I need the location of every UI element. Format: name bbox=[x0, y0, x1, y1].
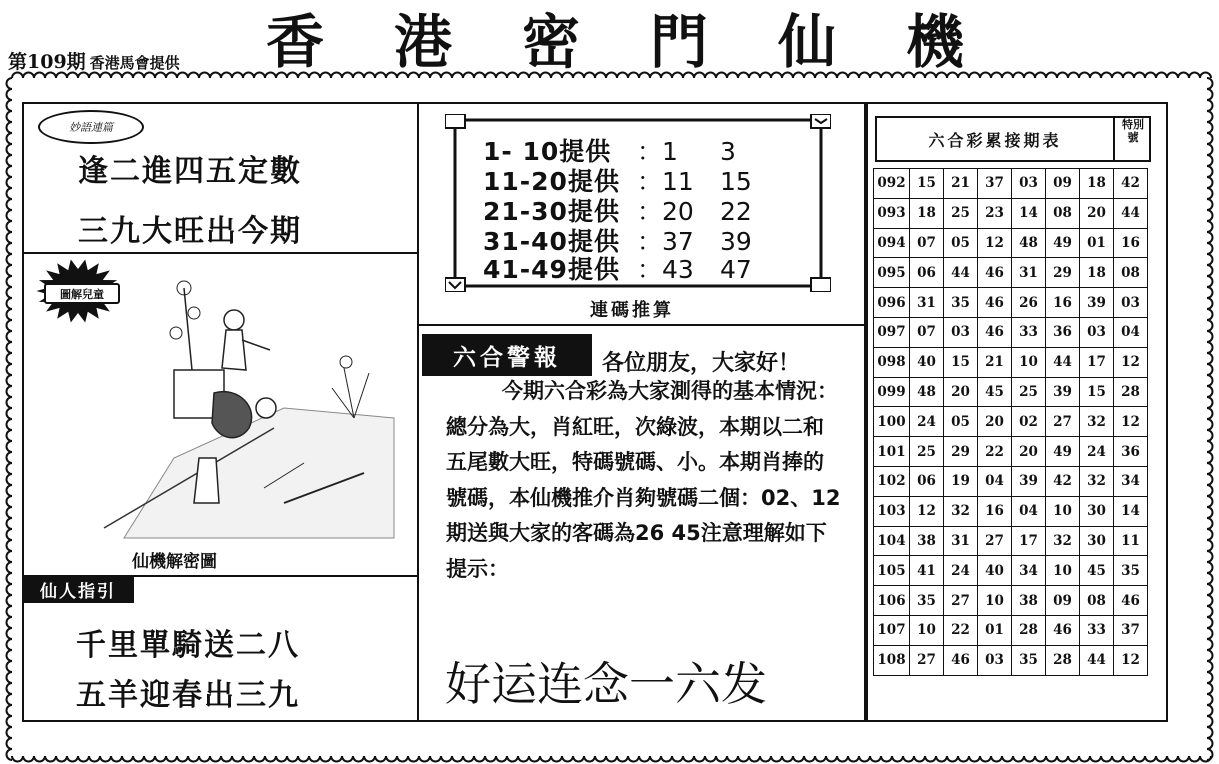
draw-number-cell: 10 bbox=[1012, 347, 1046, 377]
draw-number-cell: 46 bbox=[944, 645, 978, 675]
range-number: 47 bbox=[720, 255, 752, 284]
range-label: 11-20提供 bbox=[483, 167, 620, 196]
draw-period-cell: 101 bbox=[874, 437, 910, 467]
draw-number-cell: 46 bbox=[1114, 586, 1148, 616]
table-row bbox=[874, 466, 1148, 496]
draw-number-cell: 32 bbox=[1080, 407, 1114, 437]
range-number: 22 bbox=[720, 197, 752, 226]
range-label: 21-30提供 bbox=[483, 197, 620, 226]
draw-number-cell: 09 bbox=[1046, 586, 1080, 616]
draw-number-cell: 31 bbox=[910, 288, 944, 318]
range-colon: ： bbox=[637, 197, 663, 226]
range-number: 43 bbox=[662, 255, 694, 284]
divider bbox=[134, 575, 419, 577]
provider-label: 香港馬會提供 bbox=[89, 54, 180, 72]
table-row bbox=[874, 169, 1148, 199]
divider bbox=[1113, 118, 1115, 160]
draw-number-cell: 32 bbox=[944, 496, 978, 526]
draw-number-cell: 04 bbox=[1012, 496, 1046, 526]
draw-number-cell: 35 bbox=[944, 288, 978, 318]
draw-number-cell: 06 bbox=[910, 258, 944, 288]
illustration-caption: 仙機解密圖 bbox=[132, 552, 217, 572]
draw-number-cell: 21 bbox=[944, 169, 978, 199]
table-row bbox=[874, 437, 1148, 467]
draw-number-cell: 20 bbox=[978, 407, 1012, 437]
draw-period-cell: 094 bbox=[874, 228, 910, 258]
draw-number-cell: 10 bbox=[978, 586, 1012, 616]
badge-label: 圖解兒童 bbox=[44, 283, 120, 304]
table-row bbox=[874, 556, 1148, 586]
draw-number-cell: 12 bbox=[910, 496, 944, 526]
draw-number-cell: 10 bbox=[1046, 496, 1080, 526]
greeting-text: 各位朋友，大家好！ bbox=[602, 351, 801, 376]
draw-number-cell: 34 bbox=[1114, 466, 1148, 496]
table-row bbox=[874, 198, 1148, 228]
draw-number-cell: 46 bbox=[978, 288, 1012, 318]
draw-period-cell: 107 bbox=[874, 615, 910, 645]
draw-number-cell: 24 bbox=[944, 556, 978, 586]
draw-period-cell: 100 bbox=[874, 407, 910, 437]
range-label: 1- 10提供 bbox=[483, 137, 612, 166]
draw-number-cell: 35 bbox=[910, 586, 944, 616]
draw-number-cell: 12 bbox=[1114, 645, 1148, 675]
draw-number-cell: 35 bbox=[1114, 556, 1148, 586]
draw-number-cell: 36 bbox=[1046, 317, 1080, 347]
draw-number-cell: 01 bbox=[1080, 228, 1114, 258]
title-char: 仙 bbox=[777, 8, 836, 76]
table-row bbox=[874, 496, 1148, 526]
draw-number-cell: 33 bbox=[1012, 317, 1046, 347]
draw-number-cell: 28 bbox=[1114, 377, 1148, 407]
draw-number-cell: 29 bbox=[1046, 258, 1080, 288]
draw-number-cell: 25 bbox=[910, 437, 944, 467]
draw-number-cell: 25 bbox=[944, 198, 978, 228]
draw-period-cell: 104 bbox=[874, 526, 910, 556]
draw-number-cell: 11 bbox=[1114, 526, 1148, 556]
draw-number-cell: 05 bbox=[944, 228, 978, 258]
table-row bbox=[874, 317, 1148, 347]
draw-number-cell: 46 bbox=[978, 258, 1012, 288]
draw-number-cell: 48 bbox=[1012, 228, 1046, 258]
title-char: 密 bbox=[521, 8, 580, 76]
draw-number-cell: 39 bbox=[1012, 466, 1046, 496]
draw-number-cell: 16 bbox=[1114, 228, 1148, 258]
draw-results-table bbox=[873, 168, 1148, 676]
draw-number-cell: 18 bbox=[910, 198, 944, 228]
draw-number-cell: 26 bbox=[1012, 288, 1046, 318]
draw-number-cell: 36 bbox=[1114, 437, 1148, 467]
draw-number-cell: 35 bbox=[1012, 645, 1046, 675]
draw-number-cell: 15 bbox=[910, 169, 944, 199]
draw-number-cell: 15 bbox=[1080, 377, 1114, 407]
draw-number-cell: 20 bbox=[1012, 437, 1046, 467]
title-char: 香 bbox=[265, 8, 324, 76]
special-number-label: 特別號 bbox=[1122, 118, 1144, 144]
draw-number-cell: 02 bbox=[1012, 407, 1046, 437]
draw-number-cell: 42 bbox=[1114, 169, 1148, 199]
draw-number-cell: 44 bbox=[1046, 347, 1080, 377]
range-number: 3 bbox=[720, 137, 736, 166]
draw-number-cell: 46 bbox=[1046, 615, 1080, 645]
draw-number-cell: 22 bbox=[944, 615, 978, 645]
divider bbox=[22, 252, 419, 254]
draw-number-cell: 38 bbox=[910, 526, 944, 556]
table-row bbox=[874, 228, 1148, 258]
draw-number-cell: 49 bbox=[1046, 437, 1080, 467]
draw-number-cell: 30 bbox=[1080, 496, 1114, 526]
draw-period-cell: 092 bbox=[874, 169, 910, 199]
draw-number-cell: 20 bbox=[944, 377, 978, 407]
article-text: 今期六合彩為大家測得的基本情況：總分為大，肖紅旺，次綠波，本期以二和五尾數大旺，特碼號碼、小。本期肖捧的號碼，本仙機推介肖夠號碼二個：02、12期送與大家的客碼為26 45注意理解如下提示： bbox=[446, 379, 841, 581]
draw-number-cell: 18 bbox=[1080, 169, 1114, 199]
poem-top-line-2: 三九大旺出今期 bbox=[78, 214, 302, 249]
poem-top-line-1: 逢二進四五定數 bbox=[78, 154, 302, 189]
draw-number-cell: 24 bbox=[1080, 437, 1114, 467]
range-number: 39 bbox=[720, 227, 752, 256]
draw-period-cell: 105 bbox=[874, 556, 910, 586]
draw-number-cell: 41 bbox=[910, 556, 944, 586]
draw-number-cell: 17 bbox=[1080, 347, 1114, 377]
draw-number-cell: 46 bbox=[978, 317, 1012, 347]
draw-number-cell: 48 bbox=[910, 377, 944, 407]
alert-tab: 六合警報 bbox=[422, 334, 592, 376]
lianma-caption: 連碼推算 bbox=[590, 300, 674, 321]
range-label: 41-49提供 bbox=[483, 255, 620, 284]
poem-bottom-line-2: 五羊迎春出三九 bbox=[76, 678, 300, 713]
guide-tab: 仙人指引 bbox=[22, 575, 134, 603]
draw-number-cell: 12 bbox=[1114, 407, 1148, 437]
draw-period-cell: 106 bbox=[874, 586, 910, 616]
issue-number: 第109期 bbox=[8, 51, 86, 73]
draw-number-cell: 12 bbox=[978, 228, 1012, 258]
draw-number-cell: 27 bbox=[910, 645, 944, 675]
table-row bbox=[874, 586, 1148, 616]
draw-number-cell: 45 bbox=[978, 377, 1012, 407]
draw-number-cell: 17 bbox=[1012, 526, 1046, 556]
draw-number-cell: 27 bbox=[1046, 407, 1080, 437]
range-colon: ： bbox=[637, 167, 663, 196]
oval-label: 妙語連篇 bbox=[38, 110, 144, 144]
range-colon: ： bbox=[637, 255, 663, 284]
draw-number-cell: 34 bbox=[1012, 556, 1046, 586]
draw-number-cell: 14 bbox=[1114, 496, 1148, 526]
table-row bbox=[874, 645, 1148, 675]
draw-number-cell: 01 bbox=[978, 615, 1012, 645]
range-colon: ： bbox=[637, 137, 663, 166]
draw-number-cell: 05 bbox=[944, 407, 978, 437]
draw-period-cell: 096 bbox=[874, 288, 910, 318]
table-row bbox=[874, 526, 1148, 556]
draw-number-cell: 10 bbox=[910, 615, 944, 645]
range-row bbox=[483, 250, 752, 286]
draw-number-cell: 38 bbox=[1012, 586, 1046, 616]
draw-period-cell: 097 bbox=[874, 317, 910, 347]
draw-number-cell: 14 bbox=[1012, 198, 1046, 228]
draw-number-cell: 03 bbox=[1080, 317, 1114, 347]
draw-period-cell: 108 bbox=[874, 645, 910, 675]
draw-number-cell: 07 bbox=[910, 228, 944, 258]
draw-period-cell: 099 bbox=[874, 377, 910, 407]
draw-number-cell: 22 bbox=[978, 437, 1012, 467]
title-char: 機 bbox=[905, 8, 964, 76]
table-row bbox=[874, 258, 1148, 288]
draw-number-cell: 25 bbox=[1012, 377, 1046, 407]
title-char: 港 bbox=[393, 8, 452, 76]
draw-number-cell: 49 bbox=[1046, 228, 1080, 258]
draw-number-cell: 27 bbox=[944, 586, 978, 616]
draw-number-cell: 33 bbox=[1080, 615, 1114, 645]
range-number: 11 bbox=[662, 167, 694, 196]
divider bbox=[419, 324, 866, 326]
draw-number-cell: 32 bbox=[1046, 526, 1080, 556]
main-title bbox=[245, 6, 985, 76]
draw-number-cell: 03 bbox=[944, 317, 978, 347]
draw-number-cell: 15 bbox=[944, 347, 978, 377]
draw-number-cell: 03 bbox=[1012, 169, 1046, 199]
draw-number-cell: 44 bbox=[944, 258, 978, 288]
draw-number-cell: 44 bbox=[1114, 198, 1148, 228]
draw-number-cell: 37 bbox=[1114, 615, 1148, 645]
draw-number-cell: 39 bbox=[1046, 377, 1080, 407]
draw-number-cell: 21 bbox=[978, 347, 1012, 377]
range-number: 37 bbox=[662, 227, 694, 256]
draw-number-cell: 31 bbox=[944, 526, 978, 556]
draw-number-cell: 18 bbox=[1080, 258, 1114, 288]
draw-number-cell: 32 bbox=[1080, 466, 1114, 496]
draw-number-cell: 42 bbox=[1046, 466, 1080, 496]
draw-number-cell: 10 bbox=[1046, 556, 1080, 586]
draw-number-cell: 30 bbox=[1080, 526, 1114, 556]
table-row bbox=[874, 615, 1148, 645]
range-label: 31-40提供 bbox=[483, 227, 620, 256]
draw-number-cell: 45 bbox=[1080, 556, 1114, 586]
draw-number-cell: 19 bbox=[944, 466, 978, 496]
draw-number-cell: 28 bbox=[1046, 645, 1080, 675]
draw-number-cell: 08 bbox=[1046, 198, 1080, 228]
draw-number-cell: 27 bbox=[978, 526, 1012, 556]
slogan-text: 好运连念一六发 bbox=[445, 657, 767, 711]
table-row bbox=[874, 377, 1148, 407]
draw-number-cell: 06 bbox=[910, 466, 944, 496]
table-row bbox=[874, 288, 1148, 318]
table-row bbox=[874, 407, 1148, 437]
draw-number-cell: 03 bbox=[1114, 288, 1148, 318]
draw-number-cell: 28 bbox=[1012, 615, 1046, 645]
draw-number-cell: 16 bbox=[978, 496, 1012, 526]
draw-number-cell: 29 bbox=[944, 437, 978, 467]
draw-number-cell: 23 bbox=[978, 198, 1012, 228]
draw-period-cell: 098 bbox=[874, 347, 910, 377]
draw-period-cell: 103 bbox=[874, 496, 910, 526]
draw-number-cell: 40 bbox=[910, 347, 944, 377]
draw-number-cell: 08 bbox=[1114, 258, 1148, 288]
draw-period-cell: 095 bbox=[874, 258, 910, 288]
draw-number-cell: 12 bbox=[1114, 347, 1148, 377]
range-number: 15 bbox=[720, 167, 752, 196]
draw-number-cell: 37 bbox=[978, 169, 1012, 199]
draw-period-cell: 093 bbox=[874, 198, 910, 228]
draw-number-cell: 31 bbox=[1012, 258, 1046, 288]
range-colon: ： bbox=[637, 227, 663, 256]
draw-period-cell: 102 bbox=[874, 466, 910, 496]
title-char: 門 bbox=[649, 8, 708, 76]
poem-bottom-line-1: 千里單騎送二八 bbox=[76, 628, 300, 663]
range-number: 1 bbox=[662, 137, 678, 166]
draw-number-cell: 16 bbox=[1046, 288, 1080, 318]
draw-number-cell: 03 bbox=[978, 645, 1012, 675]
draw-number-cell: 08 bbox=[1080, 586, 1114, 616]
draw-number-cell: 24 bbox=[910, 407, 944, 437]
draw-number-cell: 39 bbox=[1080, 288, 1114, 318]
draw-number-cell: 20 bbox=[1080, 198, 1114, 228]
draw-number-cell: 09 bbox=[1046, 169, 1080, 199]
table-title: 六合彩累接期表 bbox=[928, 131, 1062, 150]
draw-number-cell: 04 bbox=[1114, 317, 1148, 347]
draw-number-cell: 44 bbox=[1080, 645, 1114, 675]
table-row bbox=[874, 347, 1148, 377]
range-number: 20 bbox=[662, 197, 694, 226]
draw-number-cell: 07 bbox=[910, 317, 944, 347]
draw-number-cell: 04 bbox=[978, 466, 1012, 496]
draw-number-cell: 40 bbox=[978, 556, 1012, 586]
